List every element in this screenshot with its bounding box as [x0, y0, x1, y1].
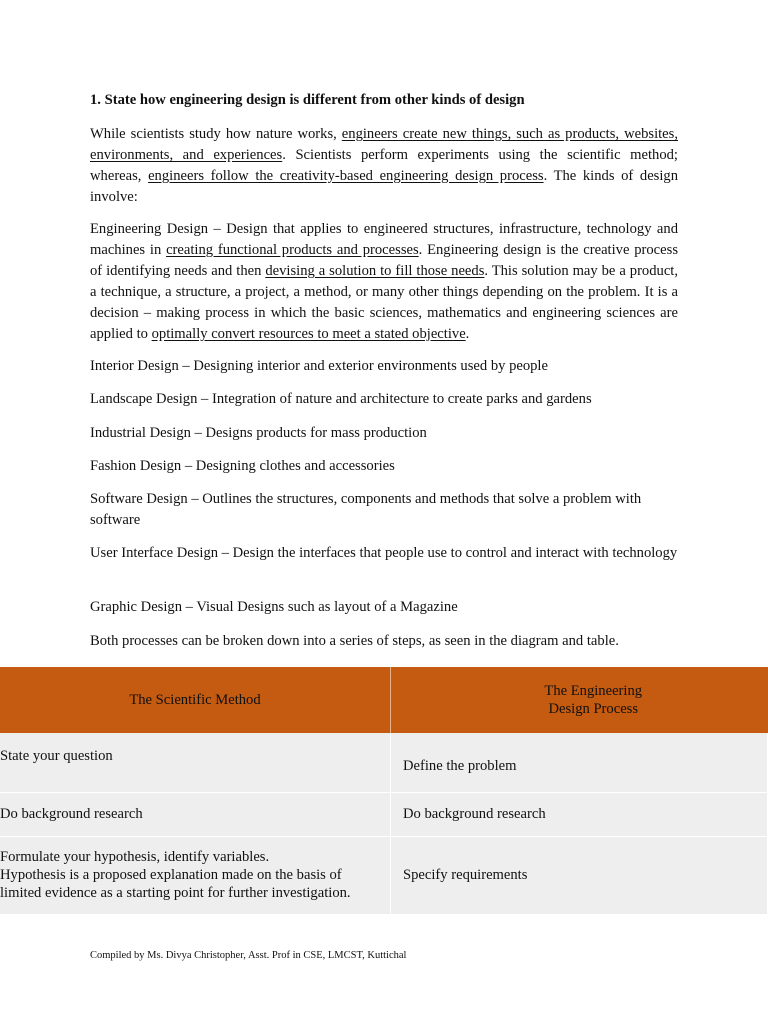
- page-footer: Compiled by Ms. Divya Christopher, Asst. Prof in CSE, LMCST, Kuttichal: [90, 950, 407, 961]
- underlined-phrase: engineers create new things, such as products, websites, environments, and experiences: [90, 126, 678, 163]
- design-type-item: Fashion Design – Designing clothes and accessories: [90, 458, 395, 474]
- underlined-phrase: devising a solution to fill those needs: [265, 263, 485, 279]
- scientific-step: Do background research: [0, 792, 391, 836]
- question-heading: 1. State how engineering design is different from other kinds of design: [90, 92, 525, 108]
- header-engineering-design-process: The Engineering Design Process: [391, 667, 768, 733]
- design-type-item: Industrial Design – Designs products for mass production: [90, 425, 427, 441]
- design-type-item: Software Design – Outlines the structures, components and methods that solve a problem with software: [90, 491, 642, 528]
- header-scientific-method: The Scientific Method: [0, 667, 391, 733]
- comparison-table: [0, 667, 768, 915]
- table-row: [0, 836, 768, 914]
- table-row: [0, 792, 768, 836]
- design-type-item: Graphic Design – Visual Designs such as layout of a Magazine: [90, 599, 458, 615]
- intro-paragraph: While scientists study how nature works, engineers create new things, such as products, websites, environments, and experiences. Scientists perform experiments using the scientific method; whereas, engineers follow the creativity-based engineering design process. The kinds of design involve:: [90, 126, 678, 205]
- both-processes-paragraph: Both processes can be broken down into a series of steps, as seen in the diagram and table.: [90, 633, 619, 649]
- table-header-row: [0, 667, 768, 733]
- engineering-design-paragraph: Engineering Design – Design that applies to engineered structures, infrastructure, technology and machines in creating functional products and processes. Engineering design is the creative process of identifying needs and then devising a solution to fill those needs. This solution may be a product, a technique, a structure, a project, a method, or many other things depending on the problem. It is a decision – making process in which the basic sciences, mathematics and engineering sciences are applied to optimally convert resources to meet a stated objective.: [90, 221, 678, 342]
- engineering-step: Specify requirements: [391, 836, 768, 914]
- underlined-phrase: optimally convert resources to meet a stated objective: [151, 326, 466, 342]
- scientific-step: State your question: [0, 733, 391, 792]
- engineering-step: Do background research: [391, 792, 768, 836]
- design-type-item: User Interface Design – Design the interfaces that people use to control and interact with technology: [90, 545, 678, 561]
- underlined-phrase: creating functional products and processes: [166, 242, 419, 258]
- design-type-item: Interior Design – Designing interior and exterior environments used by people: [90, 358, 548, 374]
- engineering-step: Define the problem: [391, 733, 768, 792]
- design-type-item: Landscape Design – Integration of nature and architecture to create parks and gardens: [90, 391, 592, 407]
- scientific-step: Formulate your hypothesis, identify variables. Hypothesis is a proposed explanation made on the basis of limited evidence as a starting point for further investigation.: [0, 836, 391, 914]
- underlined-phrase: engineers follow the creativity-based engineering design process: [148, 168, 544, 184]
- table-row: [0, 733, 768, 792]
